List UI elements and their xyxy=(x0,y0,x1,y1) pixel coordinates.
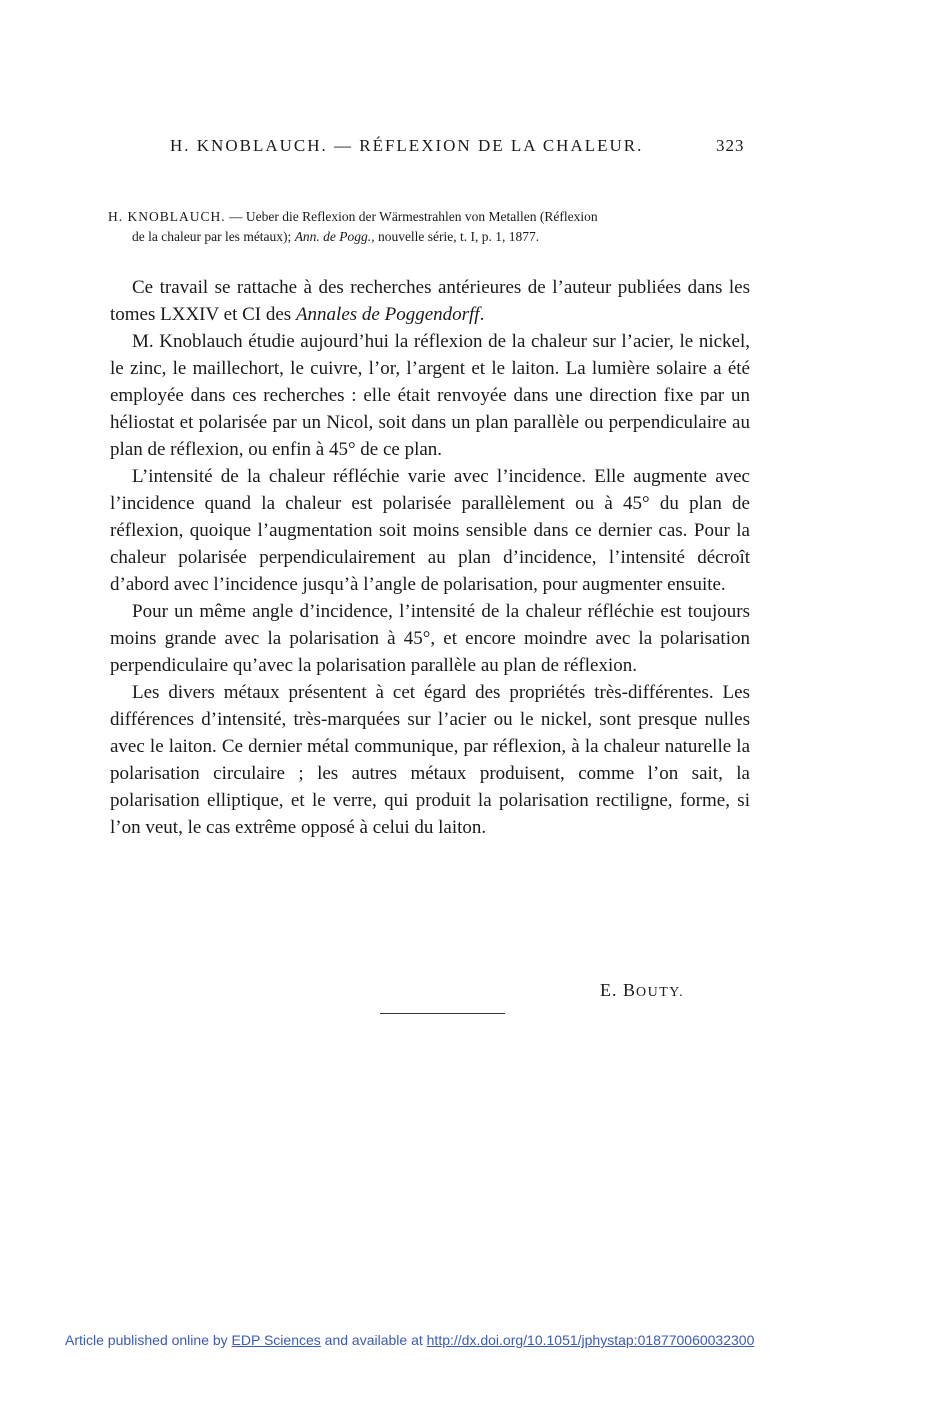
reference-author: H. KNOBLAUCH. xyxy=(108,209,226,224)
paragraph-1-end: . xyxy=(479,304,485,325)
bibliographic-reference xyxy=(108,207,748,247)
paragraph-1 xyxy=(110,274,750,328)
signature-surname: OUTY. xyxy=(636,985,685,1000)
publisher-link[interactable]: EDP Sciences xyxy=(231,1332,321,1348)
page-number: 323 xyxy=(716,136,745,155)
signature-initial: E. B xyxy=(600,980,637,1000)
footer-prefix: Article published online by xyxy=(65,1332,232,1348)
section-divider xyxy=(380,1013,505,1014)
paragraph-5: Les divers métaux présentent à cet égard des propriétés très-différentes. Les différences d’intensité, très-marquées sur l’acier ou le nickel, sont presque nulles avec le laiton. Ce dernier métal communique, par réflexion, à la chaleur naturelle la polarisation circulaire ; les autres métaux produisent, comme l’on sait, la polarisation elliptique, et le verre, qui produit la polarisation rectiligne, forme, si l’on veut, le cas extrême opposé à celui du laiton. xyxy=(110,682,750,838)
journal-title: Annales de Poggendorff xyxy=(295,304,480,325)
reference-line-2 xyxy=(108,227,748,247)
doi-link[interactable]: http://dx.doi.org/10.1051/jphystap:018770060032300 xyxy=(426,1332,755,1348)
reference-title: — Ueber die Reflexion der Wärmestrahlen von Metallen (Réflexion xyxy=(225,209,598,224)
paragraph-4: Pour un même angle d’incidence, l’intensité de la chaleur réfléchie est toujours moins grande avec la polarisation à 45°, et encore moindre avec la polarisation perpendiculaire qu’avec la polarisation parallèle au plan de réflexion. xyxy=(110,601,750,676)
reference-journal: Ann. de Pogg. xyxy=(294,229,372,244)
paragraph-1-text: Ce travail se rattache à des recherches antérieures de l’auteur publiées dans les tomes LXXIV et CI des xyxy=(110,277,750,325)
publication-footer xyxy=(65,1332,754,1348)
paragraph-3: L’intensité de la chaleur réfléchie varie avec l’incidence. Elle augmente avec l’incidence quand la chaleur est polarisée parallèlement ou à 45° du plan de réflexion, quoique l’augmentation soit moins sensible dans ce dernier cas. Pour la chaleur polarisée perpendiculairement au plan d’incidence, l’intensité décroît d’abord avec l’incidence jusqu’à l’angle de polarisation, pour augmenter ensuite. xyxy=(110,466,750,595)
reference-title-continued: de la chaleur par les métaux); xyxy=(132,229,295,244)
paragraph-2: M. Knoblauch étudie aujourd’hui la réflexion de la chaleur sur l’acier, le nickel, le zinc, le maillechort, le cuivre, l’or, l’argent et le laiton. La lumière solaire a été employée dans ces recherches : elle était renvoyée dans une direction fixe par un héliostat et polarisée par un Nicol, soit dans un plan parallèle ou perpendiculaire au plan de réflexion, ou enfin à 45° de ce plan. xyxy=(110,331,750,460)
reference-line-1 xyxy=(108,207,748,227)
running-title: H. KNOBLAUCH. — RÉFLEXION DE LA CHALEUR. xyxy=(170,136,644,155)
reference-volume-info: , nouvelle série, t. I, p. 1, 1877. xyxy=(371,229,540,244)
footer-middle: and available at xyxy=(320,1332,427,1348)
author-signature xyxy=(600,980,684,1001)
article-body xyxy=(110,274,750,841)
